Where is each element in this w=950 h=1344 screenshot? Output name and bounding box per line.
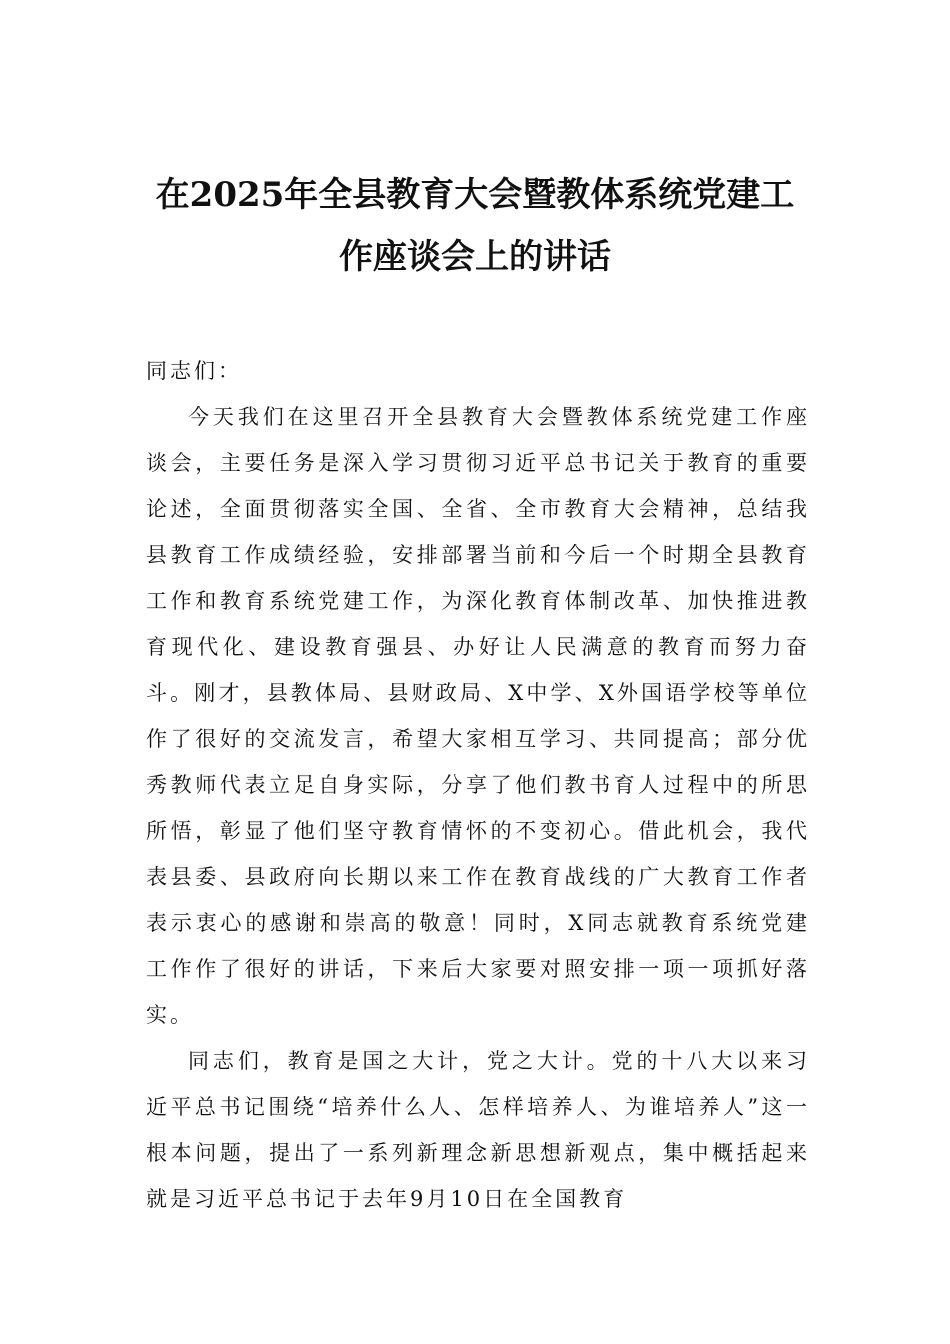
paragraph-2: 同志们，教育是国之大计，党之大计。党的十八大以来习近平总书记围绕“培养什么人、怎样培养人、为谁培养人”这一根本问题，提出了一系列新理念新思想新观点，集中概括起来就是习近平总书记于去年9月10日在全国教育: [146, 1049, 810, 1211]
salutation: 同志们：: [146, 359, 242, 383]
document-body: [146, 348, 810, 1222]
title-line-1: 在2025年全县教育大会暨教体系统党建工: [155, 175, 795, 215]
paragraph-1: 今天我们在这里召开全县教育大会暨教体系统党建工作座谈会，主要任务是深入学习贯彻习近平总书记关于教育的重要论述，全面贯彻落实全国、全省、全市教育大会精神，总结我县教育工作成绩经验，安排部署当前和今后一个时期全县教育工作和教育系统党建工作，为深化教育体制改革、加快推进教育现代化、建设教育强县、办好让人民满意的教育而努力奋斗。刚才，县教体局、县财政局、X中学、X外国语学校等单位作了很好的交流发言，希望大家相互学习、共同提高；部分优秀教师代表立足自身实际，分享了他们教书育人过程中的所思所悟，彰显了他们坚守教育情怀的不变初心。借此机会，我代表县委、县政府向长期以来工作在教育战线的广大教育工作者表示衷心的感谢和崇高的敬意！同时，X同志就教育系统党建工作作了很好的讲话，下来后大家要对照安排一项一项抓好落实。: [146, 405, 810, 1027]
title-line-2: 作座谈会上的讲话: [339, 237, 611, 277]
document-title: [140, 164, 810, 288]
